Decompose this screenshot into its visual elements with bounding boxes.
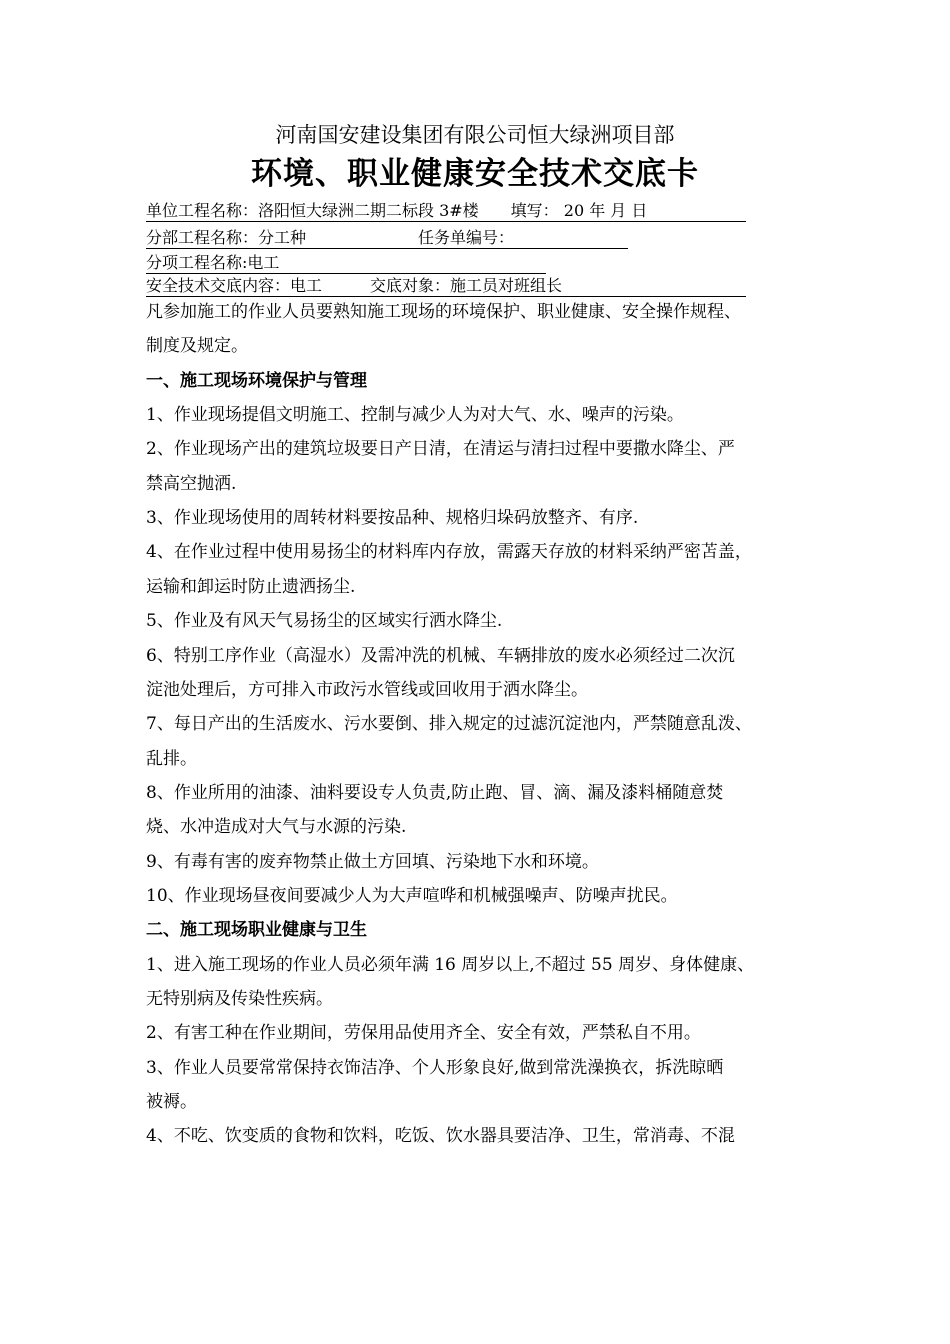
body-line: 淀池处理后，方可排入市政污水管线或回收用于洒水降尘。: [146, 679, 588, 700]
body-line: 2、作业现场产出的建筑垃圾要日产日清，在清运与清扫过程中要撒水降尘、严: [146, 439, 735, 460]
body-line: 5、作业及有风天气易扬尘的区域实行洒水降尘.: [146, 611, 503, 632]
body-line: 10、作业现场昼夜间要减少人为大声喧哗和机械强噪声、防噪声扰民。: [146, 885, 678, 906]
body-line: 4、在作业过程中使用易扬尘的材料库内存放，需露天存放的材料采纳严密苫盖，: [146, 542, 752, 563]
company-name: 河南国安建设集团有限公司恒大绿洲项目部: [275, 123, 675, 147]
body-line: 制度及规定。: [146, 336, 248, 357]
body-line: 4、不吃、饮变质的食物和饮料，吃饭、饮水器具要洁净、卫生，常消毒、不混: [146, 1126, 735, 1147]
body-line: 运输和卸运时防止遗洒扬尘.: [146, 576, 356, 597]
body-line: 无特别病及传染性疾病。: [146, 989, 333, 1009]
body-line: 凡参加施工的作业人员要熟知施工现场的环境保护、职业健康、安全操作规程、: [146, 302, 741, 322]
info-row-item-project: 分项工程名称:电工: [146, 253, 546, 274]
body-line: 1、作业现场提倡文明施工、控制与减少人为对大气、水、噪声的污染。: [146, 405, 684, 426]
info-row-unit-project: 单位工程名称：洛阳恒大绿洲二期二标段 3#楼 填写： 20 年 月 日: [146, 201, 746, 222]
info-row-sub-project: 分部工程名称：分工种 任务单编号：: [146, 228, 628, 249]
document-title: 环境、职业健康安全技术交底卡: [251, 156, 699, 192]
section-heading: 二、施工现场职业健康与卫生: [146, 920, 367, 941]
body-line: 6、特别工序作业（高湿水）及需冲洗的机械、车辆排放的废水必须经过二次沉: [146, 645, 735, 666]
body-line: 7、每日产出的生活废水、污水要倒、排入规定的过滤沉淀池内，严禁随意乱泼、: [146, 714, 752, 735]
body-line: 烧、水冲造成对大气与水源的污染.: [146, 817, 407, 838]
body-line: 9、有毒有害的废弃物禁止做土方回填、污染地下水和环境。: [146, 851, 599, 872]
body-line: 3、作业人员要常常保持衣饰洁净、个人形象良好,做到常洗澡换衣，拆洗晾晒: [146, 1057, 724, 1078]
body-line: 3、作业现场使用的周转材料要按品种、规格归垛码放整齐、有序.: [146, 508, 639, 529]
body-line: 1、进入施工现场的作业人员必须年满 16 周岁以上,不超过 55 周岁、身体健康、: [146, 954, 755, 975]
body-line: 被褥。: [146, 1092, 197, 1113]
info-row-disclosure-content: 安全技术交底内容：电工 交底对象：施工员对班组长: [146, 276, 746, 297]
body-line: 禁高空抛洒.: [146, 473, 237, 494]
body-line: 8、作业所用的油漆、油料要设专人负责,防止跑、冒、滴、漏及漆料桶随意焚: [146, 782, 724, 803]
body-line: 乱排。: [146, 748, 197, 769]
section-heading: 一、施工现场环境保护与管理: [146, 370, 367, 391]
body-line: 2、有害工种在作业期间，劳保用品使用齐全、安全有效，严禁私自不用。: [146, 1023, 701, 1044]
